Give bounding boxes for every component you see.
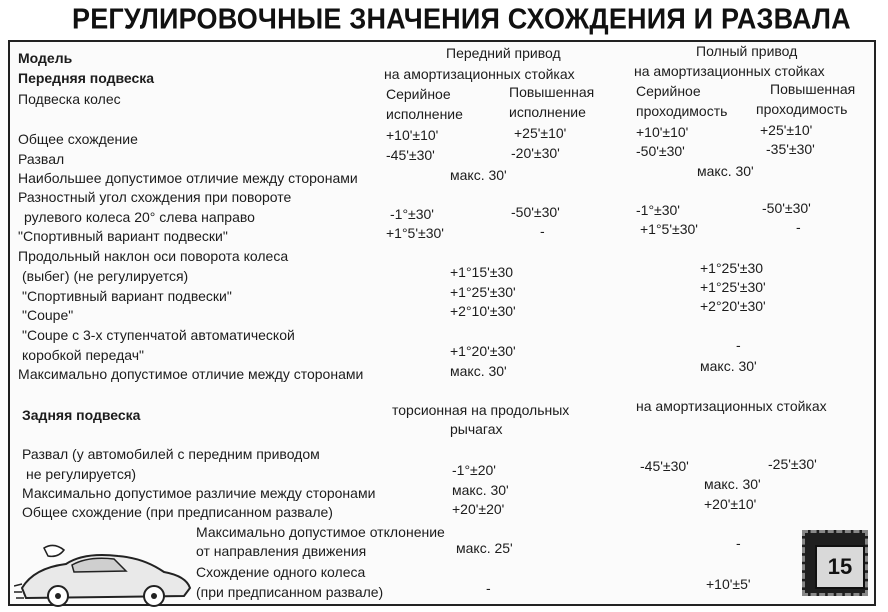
front-max-diff2-awd: макс. 30': [700, 358, 757, 374]
front-camber-fwd-serial: -45'±30': [386, 147, 435, 163]
wheel-suspension-label: Подвеска колес: [18, 91, 121, 107]
caster-coupe-label: "Coupe": [22, 307, 74, 323]
caster-label-line2: (выбег) (не регулируется): [22, 268, 189, 284]
toe-angle-fwd-enhanced: -50'±30': [511, 204, 560, 220]
rear-total-toe-label: Общее схождение (при предписанном развале): [22, 504, 333, 520]
sport-variant-fwd-enhanced: -: [540, 223, 545, 239]
sport-variant-label: "Спортивный вариант подвески": [18, 228, 228, 244]
page-number: 15: [815, 545, 865, 589]
toe-angle-awd-serial: -1°±30': [636, 202, 680, 218]
single-toe-label-line1: Схождение одного колеса: [196, 564, 366, 580]
page-number-badge: [802, 530, 868, 596]
rear-camber-label-line2: не регулируется): [26, 466, 137, 482]
car-illustration: [14, 538, 194, 608]
sport-variant-awd-enhanced: -: [796, 219, 801, 235]
thrust-dev-awd: -: [736, 535, 741, 551]
caster-sport-label: "Спортивный вариант подвески": [22, 288, 232, 304]
single-toe-fwd: -: [486, 580, 491, 596]
front-suspension-heading: Передняя подвеска: [18, 70, 155, 86]
rear-fwd-type-line2: рычагах: [450, 421, 503, 437]
rear-awd-type: на амортизационных стойках: [636, 398, 827, 414]
awd-serial-line2: проходимость: [636, 103, 728, 119]
toe-angle-fwd-serial: -1°±30': [390, 206, 434, 222]
toe-angle-label-line1: Разностный угол схождения при повороте: [18, 189, 292, 205]
front-total-toe-label: Общее схождение: [18, 131, 138, 147]
front-max-diff-fwd: макс. 30': [450, 167, 507, 183]
front-max-diff2-fwd: макс. 30': [450, 363, 507, 379]
caster-fwd: +1°15'±30: [450, 264, 514, 280]
rear-max-diff-awd: макс. 30': [704, 476, 761, 492]
awd-serial-line1: Серийное: [636, 83, 701, 99]
caster-coupe-auto-awd: -: [736, 337, 741, 353]
model-label: Модель: [18, 50, 73, 66]
caster-coupe-auto-label-line2: коробкой передач": [22, 347, 144, 363]
alignment-table: [8, 40, 876, 606]
fwd-enhanced-line2: исполнение: [509, 104, 586, 120]
thrust-dev-label-line1: Максимально допустимое отклонение: [196, 524, 445, 540]
rear-fwd-type-line1: торсионная на продольных: [392, 402, 570, 418]
sport-variant-awd-serial: +1°5'±30': [640, 221, 698, 237]
single-toe-awd: +10'±5': [706, 576, 751, 592]
rear-camber-label-line1: Развал (у автомобилей с передним приводом: [22, 446, 320, 462]
caster-coupe-auto-fwd: +1°20'±30': [450, 343, 516, 359]
toe-angle-label-line2: рулевого колеса 20° слева направо: [24, 209, 255, 225]
page-title: РЕГУЛИРОВОЧНЫЕ ЗНАЧЕНИЯ СХОЖДЕНИЯ И РАЗВАЛА: [72, 3, 851, 35]
front-total-toe-fwd-enhanced: +25'±10': [514, 125, 567, 141]
caster-coupe-auto-label-line1: "Coupe с 3-х ступенчатой автоматической: [22, 327, 295, 343]
awd-enhanced-line2: проходимость: [756, 101, 848, 117]
front-max-diff2-label: Максимально допустимое отличие между сторонами: [18, 366, 364, 382]
front-total-toe-awd-enhanced: +25'±10': [760, 122, 813, 138]
front-camber-awd-enhanced: -35'±30': [766, 141, 815, 157]
fwd-serial-line2: исполнение: [386, 106, 463, 122]
rear-max-diff-fwd: макс. 30': [452, 482, 509, 498]
caster-coupe-fwd: +2°10'±30': [450, 303, 516, 319]
rear-camber-awd-enhanced: -25'±30': [768, 456, 817, 472]
caster-awd: +1°25'±30: [700, 260, 764, 276]
rear-camber-awd-serial: -45'±30': [640, 458, 689, 474]
sport-variant-fwd-serial: +1°5'±30': [386, 225, 444, 241]
awd-enhanced-line1: Повышенная: [770, 81, 856, 97]
single-toe-label-line2: (при предписанном развале): [196, 584, 384, 600]
rear-total-toe-awd: +20'±10': [704, 496, 757, 512]
awd-header-line1: Полный привод: [696, 43, 798, 59]
fwd-serial-line1: Серийное: [386, 86, 451, 102]
rear-max-diff-label: Максимально допустимое различие между сторонами: [22, 485, 376, 501]
caster-coupe-awd: +2°20'±30': [700, 298, 766, 314]
caster-sport-fwd: +1°25'±30': [450, 284, 516, 300]
rear-total-toe-fwd: +20'±20': [452, 501, 505, 517]
front-total-toe-fwd-serial: +10'±10': [386, 127, 439, 143]
caster-sport-awd: +1°25'±30': [700, 279, 766, 295]
front-total-toe-awd-serial: +10'±10': [636, 124, 689, 140]
thrust-dev-label-line2: от направления движения: [196, 543, 367, 559]
front-max-diff-label: Наибольшее допустимое отличие между сторонами: [18, 170, 358, 186]
toe-angle-awd-enhanced: -50'±30': [762, 200, 811, 216]
rear-suspension-heading: Задняя подвеска: [22, 407, 141, 423]
fwd-enhanced-line1: Повышенная: [509, 84, 595, 100]
fwd-header-line1: Передний привод: [446, 45, 561, 61]
caster-label-line1: Продольный наклон оси поворота колеса: [18, 248, 289, 264]
front-camber-awd-serial: -50'±30': [636, 143, 685, 159]
front-camber-label: Развал: [18, 151, 65, 167]
front-camber-fwd-enhanced: -20'±30': [511, 145, 560, 161]
fwd-header-line2: на амортизационных стойках: [384, 66, 575, 82]
front-max-diff-awd: макс. 30': [697, 163, 754, 179]
rear-camber-fwd: -1°±20': [452, 462, 496, 478]
thrust-dev-fwd: макс. 25': [456, 540, 513, 556]
awd-header-line2: на амортизационных стойках: [634, 63, 825, 79]
